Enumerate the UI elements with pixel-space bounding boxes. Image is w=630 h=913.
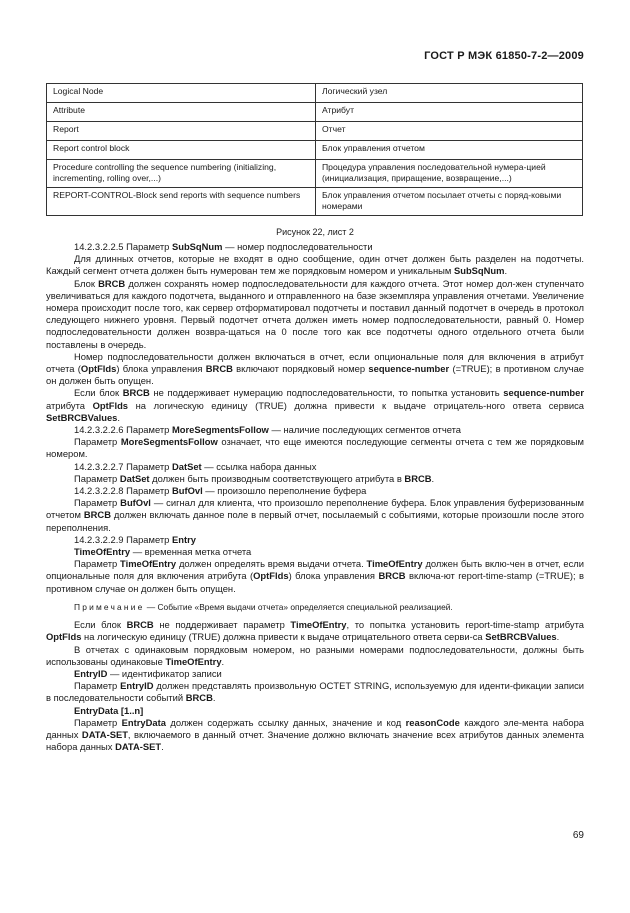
- standard-header: ГОСТ Р МЭК 61850-7-2—2009: [424, 50, 584, 62]
- paragraph: Если блок BRCB не поддерживает нумерацию подпоследовательности, то попытка установить sequence-number атрибута OptFlds на логическую единицу (TRUE) должна привести к выдаче отрицатель-ного ответа сервиса SetBRCBValues.: [46, 387, 585, 423]
- paragraph: Номер подпоследовательности должен включаться в отчет, если опциональные поля для включения в атрибут отчета (OptFlds) блока управления BRCB включают порядковый номер sequence-number (=TRUE); в противном случае он должен быть опущен.: [46, 350, 584, 387]
- paragraph: Блок BRCB должен сохранять номер подпоследовательности для каждого отчета. Этот номер дол-жен ступенчато увеличиваться для каждого подотчета, выданного и отправленного на базе экземпляра управления отчетами. Увеличение номера происходит после того, как сервер отформатировал подотчеты и поставил данный подотчет в очередь в протокол следующего нижнего уровня. Первый подотчет отчета должен иметь номер подпоследовательности, равный 0. Номер подпоследовательности должен возвра-щаться на 0 после того как все подотчеты одного отдельного отчета были поставлены в очередь.: [46, 277, 584, 350]
- paragraph: Параметр BufOvl — сигнал для клиента, что произошло переполнение буфера. Блок управления буферизованным отчетом BRCB должен включать данное поле в первый отчет, посылаемый с событиями, которые произошли после этого переполнения.: [46, 497, 585, 533]
- figure-caption: Рисунок 22, лист 2: [276, 227, 354, 237]
- section-heading: 14.2.3.2.2.7 Параметр DatSet — ссылка набора данных: [74, 460, 317, 472]
- table-cell-ru: Логический узел: [316, 84, 583, 103]
- paragraph: В отчетах с одинаковым порядковым номером, но разными номерами подпоследовательности, должны быть использованы одинаковые TimeOfEntry.: [46, 643, 584, 667]
- note: Примечание — Событие «Время выдачи отчета» определяется специальной реализацией.: [74, 601, 453, 612]
- body-text: [46, 241, 584, 753]
- table-row: [47, 84, 583, 103]
- table-row: [47, 160, 583, 188]
- paragraph: Если блок BRCB не поддерживает параметр TimeOfEntry, то попытка установить report-time-stamp атрибута OptFlds на логическую единицу (TRUE) должна привести к выдаче отрицательного ответа серви-са SetBRCBValues.: [46, 619, 584, 643]
- table-row: [47, 141, 583, 160]
- table-cell-en: Procedure controlling the sequence numbering (initializing, incrementing, rolling over,...): [47, 160, 316, 188]
- table-cell-ru: Отчет: [316, 122, 583, 141]
- section-heading: 14.2.3.2.2.5 Параметр SubSqNum — номер подпоследовательности: [74, 241, 373, 252]
- table-cell-en: Report: [47, 122, 316, 141]
- terms-table: [46, 83, 583, 216]
- subsection-heading: EntryID — идентификатор записи: [74, 667, 222, 679]
- section-heading: 14.2.3.2.2.9 Параметр Entry: [74, 533, 196, 545]
- paragraph: Параметр DatSet должен быть производным соответствующего атрибута в BRCB.: [74, 472, 435, 484]
- table-cell-ru: Блок управления отчетом: [316, 141, 583, 160]
- table-row: [47, 188, 583, 216]
- page-number: 69: [572, 830, 584, 841]
- subsection-heading: TimeOfEntry — временная метка отчета: [74, 546, 252, 558]
- table-cell-ru: Процедура управления последовательной нумера-цией (инициализация, приращение, возвращение,...): [316, 160, 583, 188]
- table-cell-en: Logical Node: [47, 84, 316, 103]
- table-cell-en: REPORT-CONTROL-Block send reports with sequence numbers: [47, 188, 316, 216]
- table-cell-en: Report control block: [47, 141, 316, 160]
- note-label: Примечание: [74, 601, 145, 612]
- table-cell-ru: Блок управления отчетом посылает отчеты с поряд-ковыми номерами: [316, 188, 583, 216]
- table-row: [47, 122, 583, 141]
- table-cell-ru: Атрибут: [316, 103, 583, 122]
- paragraph: Параметр EntryID должен представлять произвольную OCTET STRING, используемую для иденти-фикации записи в последовательности событий BRCB.: [46, 680, 584, 704]
- paragraph: Параметр MoreSegmentsFollow означает, что еще имеются последующие сегменты отчета с тем же порядковым номером.: [46, 436, 585, 460]
- section-heading: 14.2.3.2.2.6 Параметр MoreSegmentsFollow — наличие последующих сегментов отчета: [74, 424, 462, 436]
- section-heading: 14.2.3.2.2.8 Параметр BufOvl — произошло переполнение буфера: [74, 485, 367, 497]
- subsection-heading: EntryData [1..n]: [74, 704, 144, 716]
- table-cell-en: Attribute: [47, 103, 316, 122]
- paragraph: Для длинных отчетов, которые не входят в одно сообщение, один отчет должен быть разделен на подотчеты. Каждый сегмент отчета должен быть нумерован тем же порядковым номером и уникальным SubSqNum.: [46, 253, 584, 277]
- table-row: [47, 103, 583, 122]
- paragraph: Параметр EntryData должен содержать ссылку данных, значение и код reasonCode каждого эле-мента набора данных DATA-SET, включаемого в данный отчет. Значение должно включать значение всех атрибутов данных элемента набора данных DATA-SET.: [46, 716, 584, 753]
- paragraph: Параметр TimeOfEntry должен определять время выдачи отчета. TimeOfEntry должен быть вклю-чен в отчет, если опциональные поля для включения атрибута (OptFlds) блока управления BRCB включа-ют report-time-stamp (=TRUE); в противном случае он должен быть опущен.: [46, 558, 585, 594]
